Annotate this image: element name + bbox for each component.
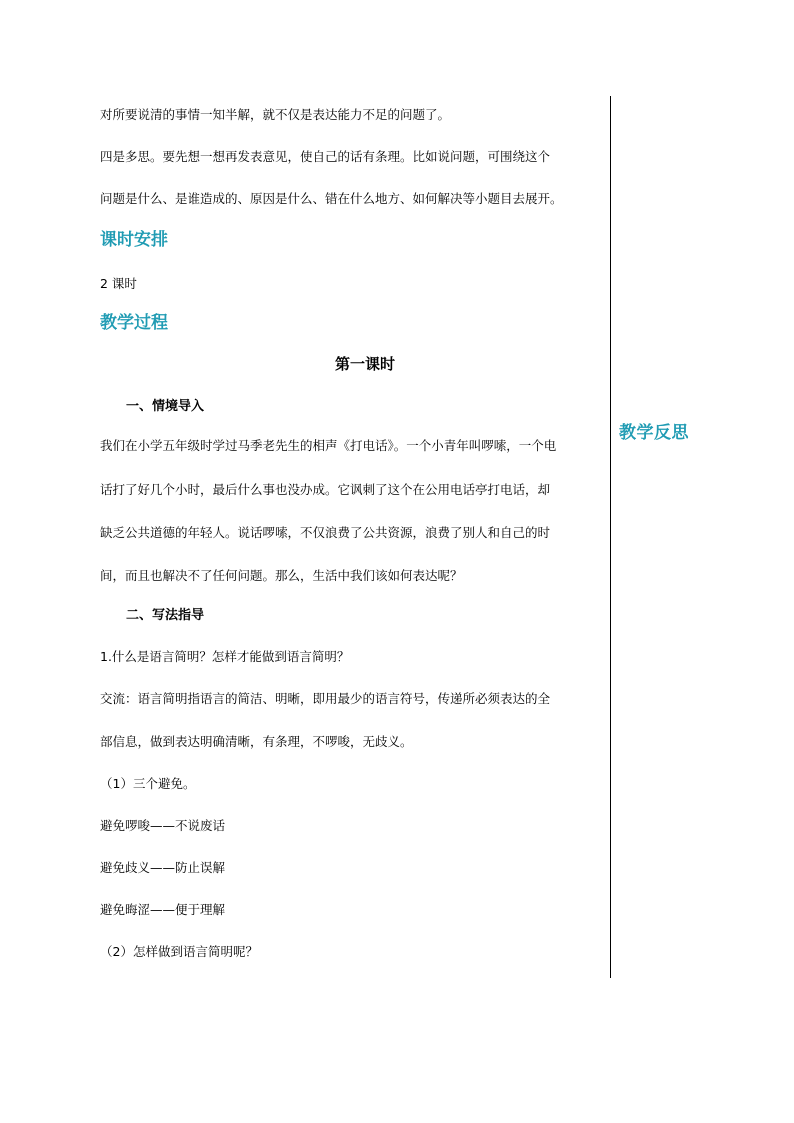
heading-schedule: 课时安排 [100,230,168,250]
section-1-line-4: 间，而且也解决不了任何问题。那么，生活中我们该如何表达呢？ [100,568,463,583]
lesson-title: 第一课时 [334,355,395,373]
section-1-line-1: 我们在小学五年级时学过马季老先生的相声《打电话》。一个小青年叫啰嗦，一个电 [100,438,557,453]
reflection-heading: 教学反思 [619,423,689,443]
question-1: 1.什么是语言简明？怎样才能做到语言简明？ [100,649,350,664]
paragraph-think-line-2: 问题是什么、是谁造成的、原因是什么、错在什么地方、如何解决等小题目去展开。 [100,191,563,206]
avoid-item-2: 避免歧义——防止误解 [100,860,226,875]
section-1-title: 一、情境导入 [126,399,205,414]
schedule-text: 2 课时 [100,276,137,291]
avoid-item-3: 避免晦涩——便于理解 [100,902,226,917]
point-2: （2）怎样做到语言简明呢？ [100,944,258,959]
column-divider [610,96,611,978]
paragraph-think-line-1: 四是多思。要先想一想再发表意见，使自己的话有条理。比如说问题，可围绕这个 [100,149,551,164]
heading-process: 教学过程 [100,313,168,333]
exchange-line-1: 交流：语言简明指语言的简洁、明晰，即用最少的语言符号，传递所必须表达的全 [100,691,551,706]
paragraph-understanding: 对所要说清的事情一知半解，就不仅是表达能力不足的问题了。 [100,107,451,122]
point-1: （1）三个避免。 [100,776,196,791]
exchange-line-2: 部信息，做到表达明确清晰，有条理，不啰唆，无歧义。 [100,734,413,749]
section-1-line-2: 话打了好几个小时，最后什么事也没办成。它讽刺了这个在公用电话亭打电话，却 [100,482,551,497]
section-2-title: 二、写法指导 [126,608,205,623]
section-1-line-3: 缺乏公共道德的年轻人。说话啰嗦，不仅浪费了公共资源，浪费了别人和自己的时 [100,525,551,540]
avoid-item-1: 避免啰唆——不说废话 [100,818,226,833]
